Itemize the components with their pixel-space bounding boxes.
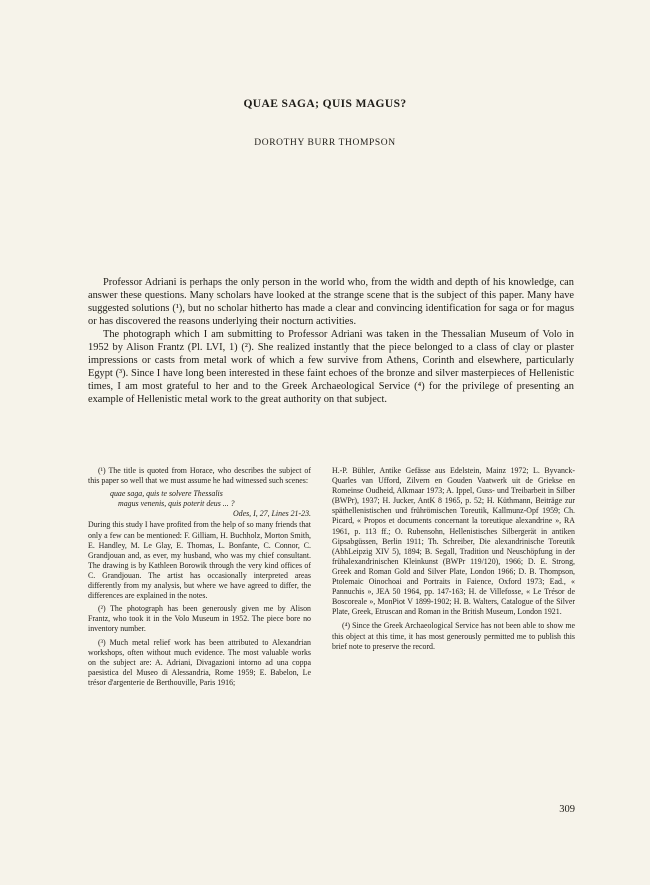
footnote-3-part-2: H.-P. Bühler, Antike Gefässe aus Edelstein, Mainz 1972; L. Byvanck-Quarles van Ufford, Zilvern en Gouden Vaatwerk uit de Griekse en Romeinse Oudheid, Alkmaar 1973; A. Ippel, Guss- und Treibarbeit in Silber (BWPr), 1937; H. Jucker, AntK 8 1965, p. 52; H. Küthmann, Beiträge zur späthellenistischen und frührömischen Toreutik, Kallmunz-Opf 1959; Ch. Picard, « Propos et documents concernant la toreutique alexandrine », RA 1961, p. 113 ff.; O. Rubensohn, Hellenistisches Silbergerät in antiken Gipsabgüssen, Berlin 1911; Th. Schreiber, Die alexandrinische Toreutik (AbhLeipzig XIV 5), 1894; B. Segall, Tradition und Neuschöpfung in der frühalexandrinischen Kleinkunst (BWPr 119/120), 1966; D. E. Strong, Greek and Roman Gold and Silver Plate, London 1966; D. B. Thompson, Ptolemaic Oinochoai and Portraits in Faience, Oxford 1973; Ead., « Pannuchis », JEA 50 1964, pp. 147-163; H. de Villefosse, « Le Trésor de Boscoreale », MonPiot V 1899-1902; H. B. Walters, Catalogue of the Silver Plate, Greek, Etruscan and Roman in the British Museum, London 1921. [332, 466, 575, 617]
main-text [88, 276, 574, 406]
article-author: DOROTHY BURR THOMPSON [254, 138, 396, 148]
article-title: QUAE SAGA; QUIS MAGUS? [243, 98, 407, 110]
footnotes-left-column [88, 466, 311, 688]
footnotes-right-column [332, 466, 575, 655]
paragraph-2: The photograph which I am submitting to Professor Adriani was taken in the Thessalian Museum of Volo in 1952 by Alison Frantz (Pl. LVI, 1) (²). She realized instantly that the piece belonged to a class of clay or plaster impressions or casts from metal work of which a few survive from Athens, Corinth and elsewhere, particularly Egypt (³). Since I have long been interested in these faint echoes of the bronze and silver masterpieces of Hellenistic times, I am most grateful to her and to the Greek Archaeological Service (⁴) for the privilege of presenting an example of Hellenistic metal work to the great authority on that subject. [88, 329, 574, 405]
footnote-1-citation: Odes, I, 27, Lines 21-23. [232, 509, 311, 519]
footnote-2: (²) The photograph has been generously given me by Alison Frantz, who took it in the Volo Museum in 1952. The piece bore no inventory number. [88, 604, 311, 634]
footnote-4: (⁴) Since the Greek Archaeological Service has not been able to show me this object at this time, it has most generously permitted me to publish this brief note to preserve the record. [332, 621, 575, 651]
footnote-3-part-1: (³) Much metal relief work has been attributed to Alexandrian workshops, often without much evidence. The most valuable works on the subject are: A. Adriani, Divagazioni intorno ad una coppa paesistica del Museo di Alessandria, Rome 1959; E. Babelon, Le trésor d'argenterie de Berthouville, Paris 1916; [88, 637, 311, 687]
footnote-1-intro: (¹) The title is quoted from Horace, who describes the subject of this paper so well that we must assume he had witnessed such scenes: [88, 466, 311, 486]
footnote-1-verse-line-2: magus venenis, quis poterit deus ... ? [118, 499, 235, 509]
footnote-1-acknowledgements: During this study I have profited from the help of so many friends that only a few can be mentioned: F. Gilliam, H. Buchholz, Morton Smith, E. Handley, M. Le Glay, E. Thomas, L. Bonfante, C. Connor, C. Grandjouan and, as ever, my husband, who was my chief consultant. The drawing is by Kathleen Borowik through the very kind offices of C. Grandjouan. The artist has occasionally interpreted areas differently from my analysis, but where we have agreed to differ, the differences are explained in the notes. [88, 520, 311, 601]
paragraph-1: Professor Adriani is perhaps the only person in the world who, from the width and depth of his knowledge, can answer these questions. Many scholars have looked at the strange scene that is the subject of this paper. Many have suggested solutions (¹), but no scholar hitherto has made a clear and convincing identification for saga or for magus or has discovered the reasons underlying their nocturn activities. [88, 277, 574, 327]
page-number: 309 [559, 804, 575, 815]
footnote-1-verse-line-1: quae saga, quis te solvere Thessalis [110, 489, 223, 499]
